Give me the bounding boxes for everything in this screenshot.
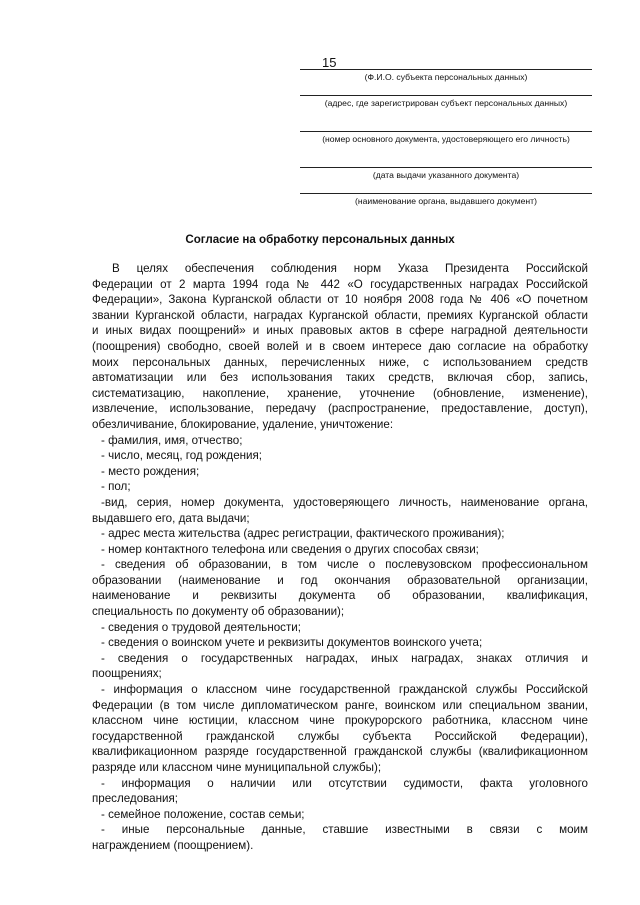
text-line: классном чине юстиции, классном чине прокурорского работника, классном чине [92,714,588,728]
field-caption: (адрес, где зарегистрирован субъект персональных данных) [324,98,568,108]
text-line: автоматизации или без использования таких средств, включая сбор, запись, [92,371,588,385]
text-line: Федерации», Закона Курганской области от 10 ноября 2008 года № 406 «О почетном [92,293,588,307]
field-caption: (наименование органа, выдавшего документ) [355,196,537,206]
header-field-document-number [300,131,592,145]
text-line: моих персональных данных, перечисленных ниже, с использованием средств [92,355,588,369]
list-item: - информация о наличии или отсутствии судимости, факта уголовного [101,776,588,790]
text-line: преследования; [92,792,178,806]
text-line: наименование и реквизиты документа об образовании, квалификация, [92,589,588,603]
text-line: награждением (поощрением). [92,838,254,852]
text-line: систематизацию, накопление, хранение, уточнение (обновление, изменение), [92,386,588,400]
text-line: Федерации от 2 марта 1994 года № 442 «О государственных наградах Российской [92,277,588,291]
text-line: специальность по документу об образовании); [92,605,345,619]
field-caption: (номер основного документа, удостоверяющего его личность) [322,134,570,144]
text-line: обезличивание, блокирование, удаление, уничтожение: [92,417,394,431]
header-field-issue-date [300,167,592,181]
text-line: квалификационном разряде государственной гражданской службы (квалификационном [92,745,588,759]
list-item: - информация о классном чине государственной гражданской службы Российской [101,683,588,697]
list-item: - фамилия, имя, отчество; [101,433,243,447]
document-title: Согласие на обработку персональных данных [185,233,455,246]
text-line: звании Курганской области, наградах Курганской области, премиях Курганской области [92,308,588,322]
text-line: образовании (наименование и год окончания образовательной организации, [92,573,588,587]
text-line: В целях обеспечения соблюдения норм Указа Президента Российской [112,262,588,275]
text-line: поощрениях; [92,667,162,681]
list-item: - пол; [101,480,131,494]
list-item: - сведения о воинском учете и реквизиты документов воинского учета; [101,636,483,650]
list-item: - номер контактного телефона или сведения о других способах связи; [101,542,479,556]
list-item: - сведения о трудовой деятельности; [101,620,301,634]
list-item: - семейное положение, состав семьи; [101,807,305,821]
list-item: - сведения об образовании, в том числе о послевузовском профессиональном [101,558,588,572]
list-item: - адрес места жительства (адрес регистрации, фактического проживания); [101,527,505,541]
list-item: - место рождения; [101,464,200,478]
text-line: (поощрения) свободно, своей волей и в своем интересе даю согласие на обработку [92,339,588,353]
list-item: - иные персональные данные, ставшие известными в связи с моим [101,823,588,837]
text-line: извлечение, использование, передачу (распространение, предоставление, доступ), [92,402,588,416]
consent-body [92,261,588,854]
header-field-fio [300,69,592,83]
text-line: Федерации (в том числе дипломатическом ранге, воинском или специальном звании, [92,698,588,712]
list-item: - число, месяц, год рождения; [101,449,263,463]
page-number: 15 [322,55,337,70]
header-field-issuing-authority [300,193,592,207]
field-caption: (Ф.И.О. субъекта персональных данных) [364,72,528,82]
header-field-address [300,95,592,109]
text-line: разряде или классном чине муниципальной службы); [92,761,382,774]
text-line: выдавшего его, дата выдачи; [92,511,250,525]
list-item: - сведения о государственных наградах, иных наградах, знаках отличия и [101,651,588,665]
text-line: и иных видах поощрений» и иных правовых актов в сфере наградной деятельности [92,324,588,338]
list-item: -вид, серия, номер документа, удостоверяющего личность, наименование органа, [101,495,588,509]
text-line: государственной гражданской службы субъекта Российской Федерации), [92,729,588,743]
field-caption: (дата выдачи указанного документа) [372,170,520,180]
